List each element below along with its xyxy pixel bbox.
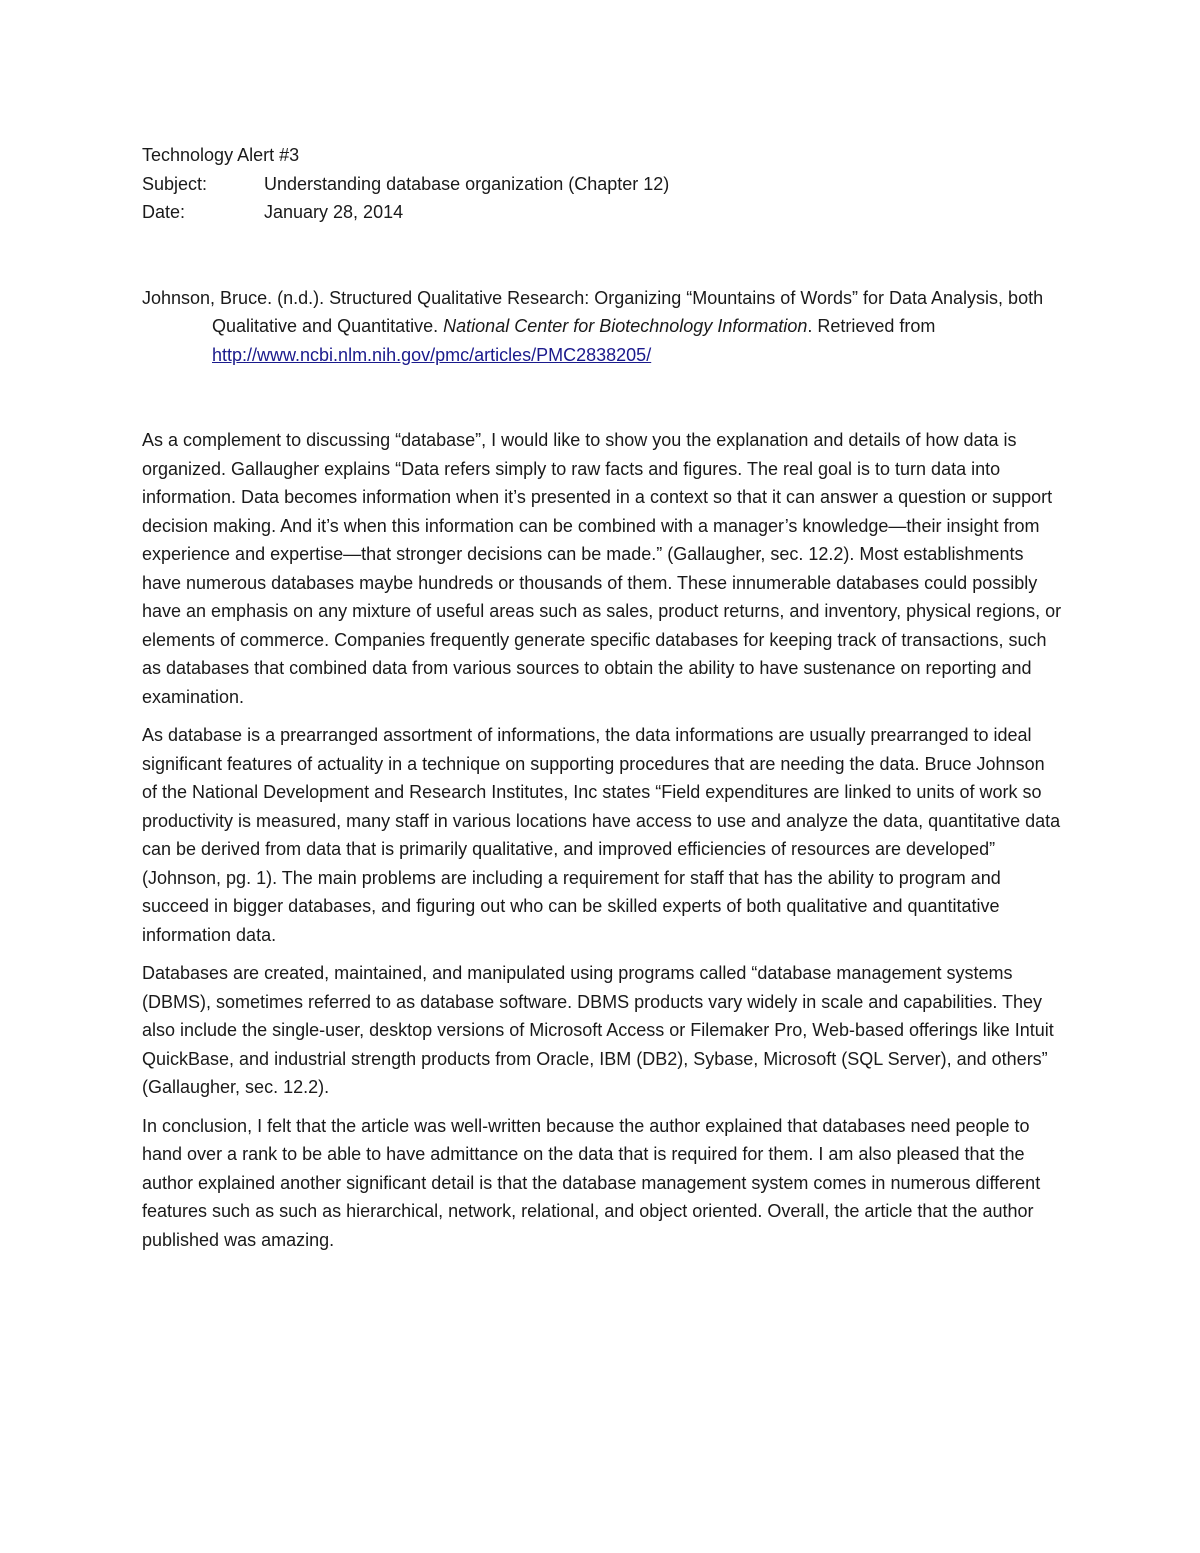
citation-journal-end: .: [807, 316, 813, 336]
date-label: Date:: [142, 202, 186, 222]
citation-journal: National Center for Biotechnology Information: [443, 316, 808, 336]
reference-citation: [142, 284, 1062, 370]
subject-label: Subject:: [142, 173, 208, 194]
date-line: [142, 198, 1062, 227]
body-paragraph-3: Databases are created, maintained, and manipulated using programs called “database management systems (DBMS), sometimes referred to as database software. DBMS products vary widely in scale and capabilities. They also include the single-user, desktop versions of Microsoft Access or Filemaker Pro, Web-based offerings like Intuit QuickBase, and industrial strength products from Oracle, IBM (DB2), Sybase, Microsoft (SQL Server), and others” (Gallaugher, sec. 12.2).: [142, 963, 1054, 1097]
subject-line: [142, 170, 1062, 199]
document-title: Technology Alert #3: [142, 145, 300, 165]
memo-header: [142, 141, 1062, 227]
subject-value: Understanding database organization (Chapter 12): [264, 173, 670, 194]
body-paragraph-1: As a complement to discussing “database”, I would like to show you the explanation and details of how data is organized. Gallaugher explains “Data refers simply to raw facts and figures. The real goal is to turn data into information. Data becomes information when it’s presented in a context so that it can answer a question or support decision making. And it’s when this information can be combined with a manager’s knowledge—their insight from experience and expertise—that stronger decisions can be made.” (Gallaugher, sec. 12.2). Most establishments have numerous databases maybe hundreds or thousands of them. These innumerable databases could possibly have an emphasis on any mixture of useful areas such as sales, product returns, and inventory, physical regions, or elements of commerce. Companies frequently generate specific databases for keeping track of transactions, such as databases that combined data from various sources to obtain the ability to have sustenance on reporting and examination.: [142, 430, 1062, 707]
citation-lead: Johnson, Bruce. (n.d.). Structured Qualitative Research: Organizing “Mountains of Words” for Data Analysis, both Qualitative and Quantitative.: [142, 287, 1044, 336]
citation-url-link[interactable]: http://www.ncbi.nlm.nih.gov/pmc/articles/PMC2838205/: [212, 344, 652, 365]
date-value: January 28, 2014: [264, 202, 404, 222]
body-paragraph-4: In conclusion, I felt that the article was well-written because the author explained that databases need people to hand over a rank to be able to have admittance on the data that is required for them. I am also pleased that the author explained another significant detail is that the database management system comes in numerous different features such as such as hierarchical, network, relational, and object oriented. Overall, the article that the author published was amazing.: [142, 1115, 1041, 1250]
document-content: [142, 141, 1062, 1264]
citation-retrieved: Retrieved from: [817, 316, 936, 336]
body-paragraph-2: As database is a prearranged assortment of informations, the data informations are usually prearranged to ideal significant features of actuality in a technique on supporting procedures that are needing the data. Bruce Johnson of the National Development and Research Institutes, Inc states “Field expenditures are linked to units of work so productivity is measured, many staff in various locations have access to use and analyze the data, quantitative data can be derived from data that is primarily qualitative, and improved efficiencies of resources are developed” (Johnson, pg. 1). The main problems are including a requirement for staff that has the ability to program and succeed in bigger databases, and figuring out who can be skilled experts of both qualitative and quantitative information data.: [142, 725, 1061, 945]
